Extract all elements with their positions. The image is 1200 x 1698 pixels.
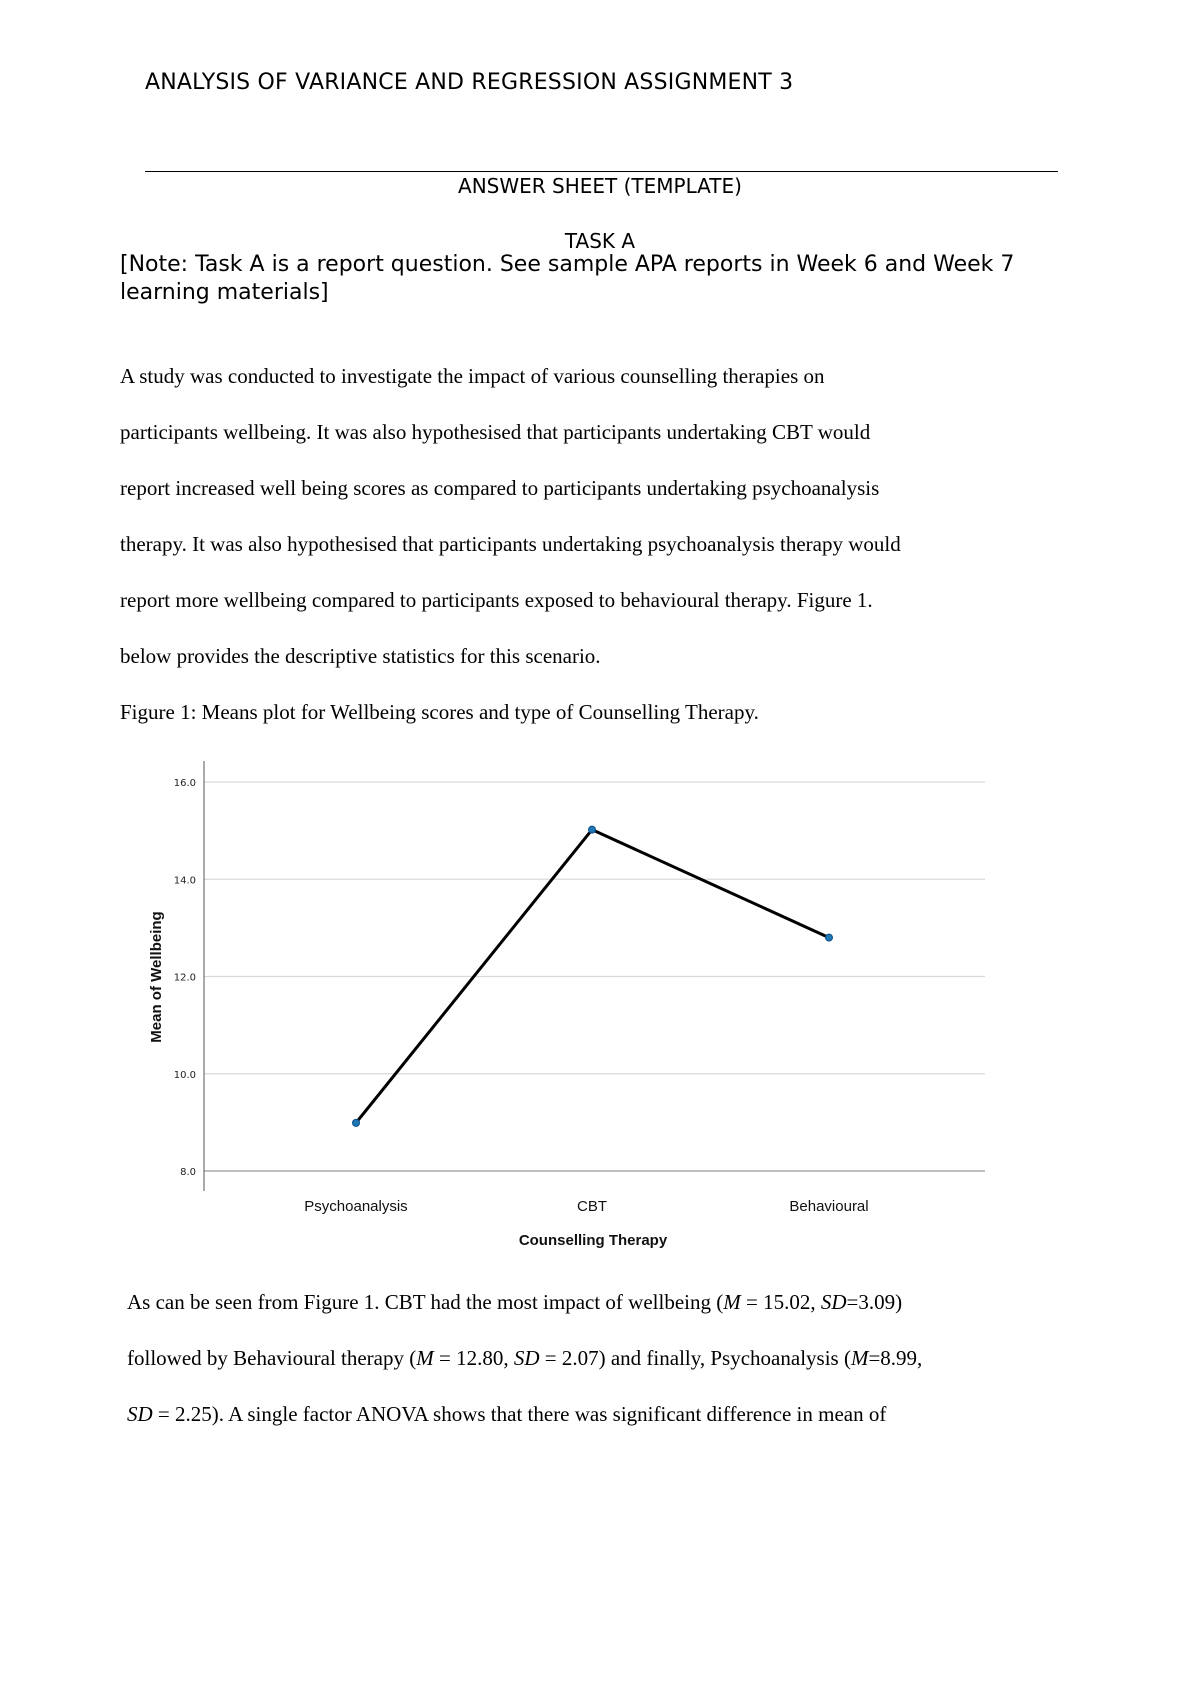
data-point [353, 1119, 360, 1126]
intro-line: participants wellbeing. It was also hypothesised that participants undertaking CBT would [120, 420, 871, 444]
y-tick-label: 16.0 [173, 778, 196, 789]
task-heading: TASK A [564, 229, 636, 253]
results-stat-symbol: M [723, 1290, 741, 1314]
intro-line: A study was conducted to investigate the impact of various counselling therapies on [120, 364, 825, 388]
results-stat-symbol: SD [127, 1402, 153, 1426]
answer-sheet-heading: ANSWER SHEET (TEMPLATE) [458, 174, 742, 198]
results-stat-symbol: SD [820, 1290, 847, 1314]
intro-line: below provides the descriptive statistics for this scenario. [120, 644, 601, 668]
results-text: = 12.80, [433, 1346, 514, 1370]
intro-line: report increased well being scores as compared to participants undertaking psychoanalysis [120, 476, 880, 500]
results-line [127, 1290, 902, 1315]
results-stat-symbol: M [850, 1346, 869, 1370]
results-text: =8.99, [868, 1346, 923, 1370]
x-tick-labels [304, 1198, 868, 1215]
data-point [826, 934, 833, 941]
results-stat-symbol: M [416, 1346, 434, 1370]
data-point [589, 826, 596, 833]
intro-line: therapy. It was also hypothesised that participants undertaking psychoanalysis therapy would [120, 532, 901, 556]
intro-line: report more wellbeing compared to participants exposed to behavioural therapy. Figure 1. [120, 588, 873, 612]
x-tick-label: Behavioural [789, 1198, 869, 1215]
results-text: = 2.07) and finally, Psychoanalysis ( [539, 1346, 851, 1370]
means-plot-chart [130, 755, 1010, 1265]
results-text: As can be seen from Figure 1. CBT had the most impact of wellbeing ( [127, 1290, 724, 1314]
results-text: = 2.25). A single factor ANOVA shows that there was significant difference in mean of [152, 1402, 887, 1426]
chart-gridlines [204, 782, 985, 1171]
results-text: =3.09) [846, 1290, 903, 1314]
y-tick-labels [174, 778, 196, 1178]
task-note: [Note: Task A is a report question. See sample APA reports in Week 6 and Week 7 learning materials] [120, 252, 1015, 305]
results-stat-symbol: SD [513, 1346, 540, 1370]
horizontal-rule [145, 171, 1058, 172]
x-tick-label: CBT [577, 1198, 607, 1215]
results-line [127, 1402, 886, 1427]
x-tick-label: Psychoanalysis [304, 1198, 408, 1215]
y-tick-label: 10.0 [173, 1069, 196, 1081]
results-text: = 15.02, [740, 1290, 821, 1314]
results-text: followed by Behavioural therapy ( [127, 1346, 417, 1370]
document-title: ANALYSIS OF VARIANCE AND REGRESSION ASSIGNMENT 3 [145, 70, 794, 95]
y-tick-label: 8.0 [180, 1167, 196, 1178]
figure-caption: Figure 1: Means plot for Wellbeing scores and type of Counselling Therapy. [120, 700, 759, 724]
y-tick-label: 12.0 [173, 972, 196, 984]
y-axis-label: Mean of Wellbeing [148, 911, 165, 1043]
x-axis-label: Counselling Therapy [518, 1232, 668, 1249]
y-tick-label: 14.0 [173, 875, 196, 887]
results-line [127, 1346, 922, 1371]
